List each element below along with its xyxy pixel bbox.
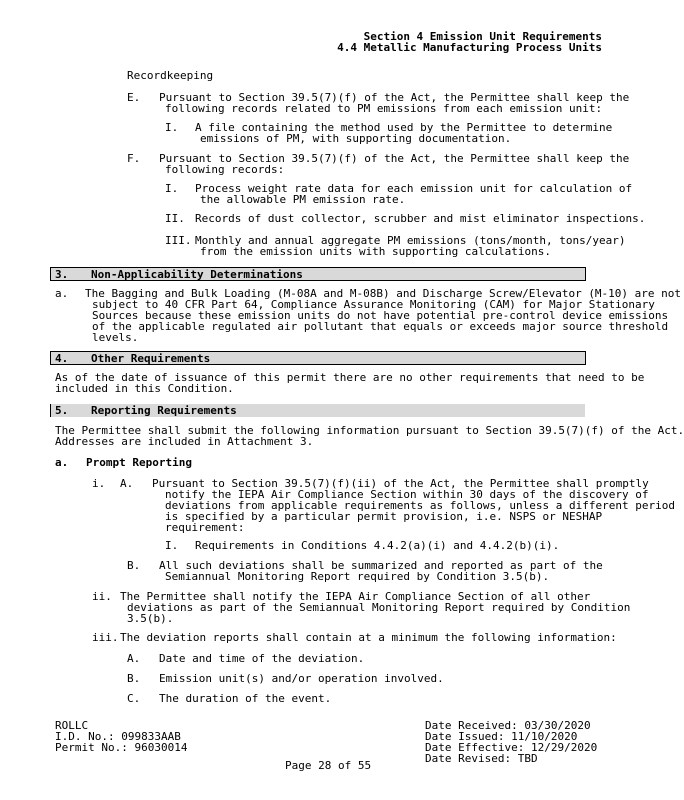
item-i-b-line1: All such deviations shall be summarized and reported as part of the	[159, 559, 603, 572]
item-f-ii-marker: II.	[165, 212, 185, 225]
item-ii-line1: The Permittee shall notify the IEPA Air Compliance Section of all other	[120, 590, 591, 603]
item-e-marker: E.	[127, 91, 141, 104]
section-3-line5: levels.	[92, 331, 139, 344]
footer-company: ROLLC	[55, 719, 89, 732]
item-f-i-marker: I.	[165, 182, 179, 195]
section-4-line1: As of the date of issuance of this permit there are no other requirements that need to be	[55, 371, 645, 384]
item-i-b-line2: Semiannual Monitoring Report required by Condition 3.5(b).	[165, 570, 550, 583]
section-5-line2: Addresses are included in Attachment 3.	[55, 435, 314, 448]
item-f-i-line1: Process weight rate data for each emission unit for calculation of	[195, 182, 633, 195]
item-iii-a-marker: A.	[127, 652, 141, 665]
item-e-line1: Pursuant to Section 39.5(7)(f) of the Act, the Permittee shall keep the	[159, 91, 630, 104]
footer-date-received: Date Received: 03/30/2020	[425, 719, 591, 732]
item-e-line2: following records related to PM emissions from each emission unit:	[165, 102, 603, 115]
item-iii-c-text: The duration of the event.	[159, 692, 332, 705]
item-f-line1: Pursuant to Section 39.5(7)(f) of the Act, the Permittee shall keep the	[159, 152, 630, 165]
section-4-line2: included in this Condition.	[55, 382, 234, 395]
footer-date-issued: Date Issued: 11/10/2020	[425, 730, 578, 743]
item-f-iii-marker: III.	[165, 234, 192, 247]
item-f-i-line2: the allowable PM emission rate.	[200, 193, 406, 206]
item-iii-c-marker: C.	[127, 692, 141, 705]
item-iii-text: The deviation reports shall contain at a minimum the following information:	[120, 631, 617, 644]
footer-date-effective: Date Effective: 12/29/2020	[425, 741, 598, 754]
item-ii-line3: 3.5(b).	[127, 612, 174, 625]
footer-id-no: I.D. No.: 099833AAB	[55, 730, 181, 743]
header-unit-title: 4.4 Metallic Manufacturing Process Units	[337, 41, 602, 54]
item-f-iii-line1: Monthly and annual aggregate PM emissions (tons/month, tons/year)	[195, 234, 626, 247]
item-i-b-marker: B.	[127, 559, 141, 572]
item-ii-line2: deviations as part of the Semiannual Monitoring Report required by Condition	[127, 601, 631, 614]
page-number: Page 28 of 55	[285, 759, 372, 772]
footer-permit-no: Permit No.: 96030014	[55, 741, 188, 754]
item-f-line2: following records:	[165, 163, 285, 176]
item-f-ii-line1: Records of dust collector, scrubber and mist eliminator inspections.	[195, 212, 646, 225]
item-iii-marker: iii.	[92, 631, 119, 644]
item-i-a-line5: requirement:	[165, 521, 245, 534]
item-iii-a-text: Date and time of the deviation.	[159, 652, 365, 665]
section-5-title: Reporting Requirements	[91, 404, 237, 417]
item-ii-marker: ii.	[92, 590, 112, 603]
item-iii-b-marker: B.	[127, 672, 141, 685]
item-f-marker: F.	[127, 152, 141, 165]
section-5-line1: The Permittee shall submit the following information pursuant to Section 39.5(7)(f) of the Act.	[55, 424, 684, 437]
item-i-a-marker: A.	[120, 477, 134, 490]
header-section-title: Section 4 Emission Unit Requirements	[363, 30, 602, 43]
item-i-a-line1: Pursuant to Section 39.5(7)(f)(ii) of the Act, the Permittee shall promptly	[152, 477, 649, 490]
section-3-line4: of the applicable regulated air pollutant that equals or exceeds major source threshold	[92, 320, 669, 333]
section-3-line1: The Bagging and Bulk Loading (M-08A and M-08B) and Discharge Screw/Elevator (M-10) are not	[85, 287, 682, 300]
prompt-reporting-title: Prompt Reporting	[86, 456, 192, 469]
item-f-iii-line2: from the emission units with supporting calculations.	[200, 245, 551, 258]
item-i-a-line4: is specified by a particular permit provision, i.e. NSPS or NESHAP	[165, 510, 603, 523]
item-i-marker: i.	[92, 477, 106, 490]
footer-date-revised: Date Revised: TBD	[425, 752, 538, 765]
item-i-a-i-marker: I.	[165, 539, 179, 552]
item-i-a-line3: deviations from applicable requirements as follows, unless a different period	[165, 499, 675, 512]
section-3-a-marker: a.	[55, 287, 69, 300]
item-iii-b-text: Emission unit(s) and/or operation involved.	[159, 672, 444, 685]
item-e-i-line1: A file containing the method used by the Permittee to determine	[195, 121, 613, 134]
section-5-number: 5.	[55, 404, 69, 417]
prompt-reporting-marker: a.	[55, 456, 69, 469]
item-i-a-line2: notify the IEPA Air Compliance Section within 30 days of the discovery of	[165, 488, 649, 501]
section-3-title: Non-Applicability Determinations	[91, 268, 303, 281]
recordkeeping-heading: Recordkeeping	[127, 69, 214, 82]
section-3-line3: Sources because these emission units do not have potential pre-control device emissions	[92, 309, 669, 322]
item-i-a-i-text: Requirements in Conditions 4.4.2(a)(i) and 4.4.2(b)(i).	[195, 539, 560, 552]
section-3-number: 3.	[55, 268, 69, 281]
item-e-i-line2: emissions of PM, with supporting documentation.	[200, 132, 512, 145]
section-3-line2: subject to 40 CFR Part 64, Compliance Assurance Monitoring (CAM) for Major Stationary	[92, 298, 655, 311]
section-4-number: 4.	[55, 352, 69, 365]
item-e-i-marker: I.	[165, 121, 179, 134]
section-4-title: Other Requirements	[91, 352, 211, 365]
section-3-header	[50, 267, 586, 281]
section-5-header	[50, 404, 585, 417]
section-4-header	[50, 351, 586, 365]
